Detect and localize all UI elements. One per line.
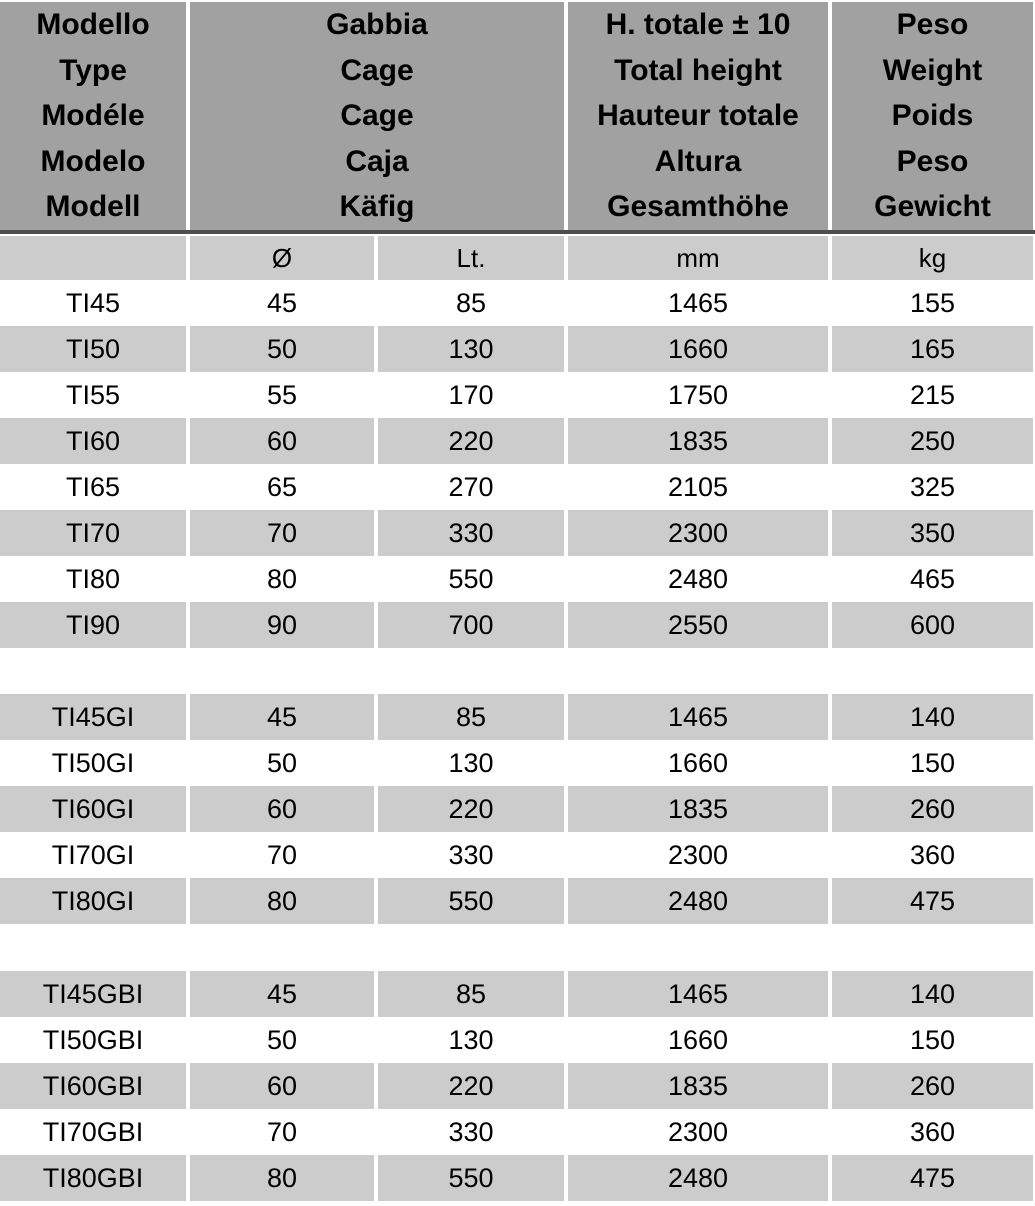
table-row	[0, 418, 1035, 464]
header-weight-line: Peso	[896, 144, 969, 178]
header-height-line: Hauteur totale	[597, 99, 799, 133]
cell-weight: 165	[832, 326, 1033, 372]
cell-weight: 140	[832, 694, 1033, 740]
cell-litres: 330	[448, 1116, 494, 1147]
header-model-line: Modéle	[41, 99, 145, 133]
cell-weight: 475	[832, 1155, 1033, 1201]
cell-model: TI80	[65, 563, 121, 594]
cell-diameter: 80	[190, 1155, 374, 1201]
cell-height: 2300	[667, 1116, 729, 1147]
cell-height: 1660	[667, 1024, 729, 1055]
header-model-line: Modelo	[40, 144, 146, 178]
cell-height: 2105	[667, 471, 729, 502]
table-row	[0, 1155, 1035, 1201]
table-row	[0, 878, 1035, 924]
cell-height: 2480	[568, 1155, 828, 1201]
cell-litres: 220	[378, 418, 564, 464]
cell-weight: 360	[909, 839, 956, 870]
cell-weight: 155	[909, 287, 956, 318]
cell-height: 2480	[667, 563, 729, 594]
cell-litres: 85	[378, 694, 564, 740]
cell-diameter: 70	[266, 839, 298, 870]
cell-model: TI60GBI	[0, 1063, 186, 1109]
cell-litres: 270	[448, 471, 494, 502]
table-row	[0, 602, 1035, 648]
header-cage	[190, 2, 564, 230]
header-cage-line: Caja	[345, 144, 409, 178]
cell-model: TI90	[0, 602, 186, 648]
cell-height: 1465	[568, 694, 828, 740]
cell-height: 1835	[568, 1063, 828, 1109]
table-row	[0, 510, 1035, 556]
cell-height: 1835	[568, 786, 828, 832]
cell-weight: 600	[832, 602, 1033, 648]
cell-model: TI65	[65, 471, 121, 502]
table-row	[0, 971, 1035, 1017]
header-weight	[832, 2, 1033, 230]
header-cage-line: Cage	[340, 53, 414, 87]
cell-litres: 550	[378, 878, 564, 924]
cell-weight: 140	[832, 971, 1033, 1017]
cell-model: TI45GBI	[0, 971, 186, 1017]
cell-weight: 360	[909, 1116, 956, 1147]
cell-model: TI50	[0, 326, 186, 372]
table-row	[0, 326, 1035, 372]
cell-weight: 260	[832, 786, 1033, 832]
cell-height: 2300	[667, 839, 729, 870]
cell-model: TI45GI	[0, 694, 186, 740]
cell-weight: 465	[909, 563, 956, 594]
cell-weight: 150	[909, 1024, 956, 1055]
header-weight-line: Gewicht	[874, 190, 991, 224]
cell-model: TI60	[0, 418, 186, 464]
cell-height: 1750	[667, 379, 729, 410]
unit-diameter: Ø	[190, 236, 374, 280]
cell-weight: 475	[832, 878, 1033, 924]
unit-model	[0, 236, 186, 280]
header-weight-line: Poids	[891, 99, 974, 133]
cell-litres: 550	[378, 1155, 564, 1201]
table-row	[0, 694, 1035, 740]
header-model	[0, 2, 186, 230]
cell-litres: 85	[455, 287, 487, 318]
cell-weight: 260	[832, 1063, 1033, 1109]
table-row	[0, 372, 1035, 418]
header-height-line: H. totale ± 10	[605, 8, 791, 42]
cell-model: TI50GI	[51, 747, 135, 778]
cell-diameter: 80	[190, 878, 374, 924]
cell-model: TI55	[65, 379, 121, 410]
cell-litres: 700	[378, 602, 564, 648]
cell-model: TI50GBI	[42, 1024, 144, 1055]
header-model-line: Modell	[45, 190, 141, 224]
header-height-line: Gesamthöhe	[607, 190, 789, 224]
cell-diameter: 45	[190, 971, 374, 1017]
cell-model: TI45	[65, 287, 121, 318]
table-row	[0, 740, 1035, 786]
table-row	[0, 1063, 1035, 1109]
cell-diameter: 70	[266, 1116, 298, 1147]
cell-weight: 150	[909, 747, 956, 778]
cell-litres: 170	[448, 379, 494, 410]
header-cage-line: Cage	[340, 99, 414, 133]
cell-model: TI80GI	[0, 878, 186, 924]
cell-diameter: 60	[190, 418, 374, 464]
cell-litres: 130	[448, 1024, 494, 1055]
cell-model: TI70GI	[51, 839, 135, 870]
cell-height: 1835	[568, 418, 828, 464]
cell-height: 2480	[568, 878, 828, 924]
cell-diameter: 70	[190, 510, 374, 556]
cell-weight: 215	[909, 379, 956, 410]
cell-diameter: 50	[266, 1024, 298, 1055]
cell-weight: 325	[909, 471, 956, 502]
header-weight-line: Peso	[896, 8, 969, 42]
cell-diameter: 65	[266, 471, 298, 502]
cell-diameter: 80	[266, 563, 298, 594]
cell-litres: 220	[378, 1063, 564, 1109]
cell-model: TI70	[0, 510, 186, 556]
cell-litres: 85	[378, 971, 564, 1017]
header-model-line: Type	[59, 53, 127, 87]
cell-height: 1660	[667, 747, 729, 778]
header-height-line: Altura	[654, 144, 742, 178]
table-row	[0, 786, 1035, 832]
cell-weight: 350	[832, 510, 1033, 556]
cell-height: 2300	[568, 510, 828, 556]
unit-height: mm	[568, 236, 828, 280]
cell-diameter: 45	[266, 287, 298, 318]
header-divider	[0, 230, 1035, 234]
cell-diameter: 90	[190, 602, 374, 648]
cell-height: 1465	[568, 971, 828, 1017]
cell-height: 1465	[667, 287, 729, 318]
cell-litres: 220	[378, 786, 564, 832]
cell-weight: 250	[832, 418, 1033, 464]
header-cage-line: Gabbia	[326, 8, 428, 42]
cell-diameter: 50	[190, 326, 374, 372]
table-row	[0, 1109, 1035, 1155]
cell-litres: 130	[448, 747, 494, 778]
unit-weight: kg	[832, 236, 1033, 280]
cell-diameter: 60	[190, 786, 374, 832]
cell-diameter: 45	[190, 694, 374, 740]
table-row	[0, 280, 1035, 326]
table-row	[0, 464, 1035, 510]
table-row	[0, 832, 1035, 878]
table-row	[0, 556, 1035, 602]
cell-diameter: 55	[266, 379, 298, 410]
unit-litres: Lt.	[378, 236, 564, 280]
cell-litres: 130	[378, 326, 564, 372]
cell-model: TI60GI	[0, 786, 186, 832]
cell-litres: 550	[448, 563, 494, 594]
cell-model: TI80GBI	[0, 1155, 186, 1201]
cell-litres: 330	[448, 839, 494, 870]
cell-height: 1660	[568, 326, 828, 372]
header-cage-line: Käfig	[339, 190, 415, 224]
cell-height: 2550	[568, 602, 828, 648]
cell-diameter: 60	[190, 1063, 374, 1109]
cell-diameter: 50	[266, 747, 298, 778]
header-height-line: Total height	[614, 53, 782, 87]
header-weight-line: Weight	[882, 53, 983, 87]
cell-model: TI70GBI	[42, 1116, 144, 1147]
table-row	[0, 1017, 1035, 1063]
header-model-line: Modello	[36, 8, 150, 42]
cell-litres: 330	[378, 510, 564, 556]
header-height	[568, 2, 828, 230]
